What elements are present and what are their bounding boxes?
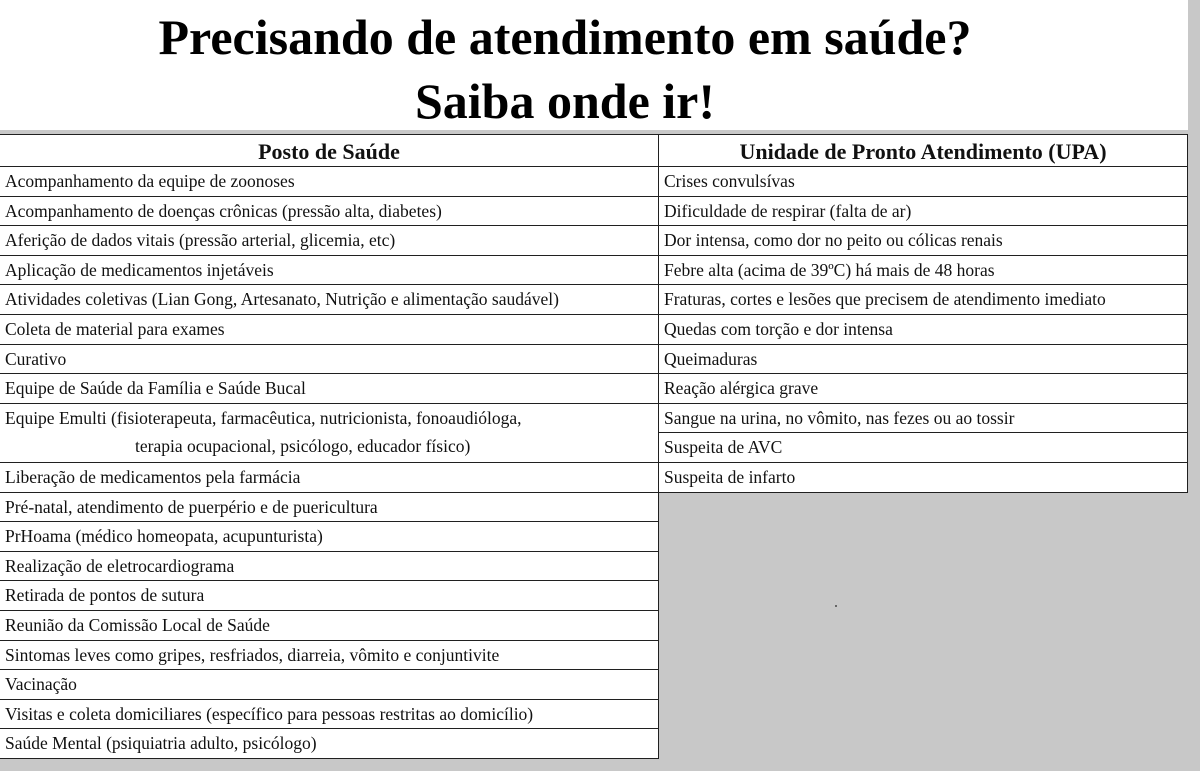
title-line-1: Precisando de atendimento em saúde? bbox=[158, 9, 972, 65]
page-edge bbox=[1188, 0, 1200, 771]
upa-item: Quedas com torção e dor intensa bbox=[659, 315, 1188, 345]
posto-item: Saúde Mental (psiquiatria adulto, psicólogo) bbox=[0, 729, 659, 759]
posto-item: Pré-natal, atendimento de puerpério e de puericultura bbox=[0, 493, 659, 523]
posto-item: Aplicação de medicamentos injetáveis bbox=[0, 256, 659, 286]
upa-item: Sangue na urina, no vômito, nas fezes ou ao tossir bbox=[659, 404, 1188, 434]
stray-dot bbox=[835, 605, 837, 607]
upa-item: Dor intensa, como dor no peito ou cólicas renais bbox=[659, 226, 1188, 256]
posto-item: Acompanhamento de doenças crônicas (pressão alta, diabetes) bbox=[0, 197, 659, 227]
upa-column bbox=[659, 134, 1188, 493]
upa-item: Crises convulsívas bbox=[659, 167, 1188, 197]
posto-item: Sintomas leves como gripes, resfriados, diarreia, vômito e conjuntivite bbox=[0, 641, 659, 671]
posto-item: Aferição de dados vitais (pressão arterial, glicemia, etc) bbox=[0, 226, 659, 256]
posto-item: Coleta de material para exames bbox=[0, 315, 659, 345]
posto-item: PrHoama (médico homeopata, acupunturista) bbox=[0, 522, 659, 552]
posto-item: Retirada de pontos de sutura bbox=[0, 581, 659, 611]
upa-header: Unidade de Pronto Atendimento (UPA) bbox=[659, 134, 1188, 167]
upa-item: Dificuldade de respirar (falta de ar) bbox=[659, 197, 1188, 227]
upa-item: Queimaduras bbox=[659, 345, 1188, 375]
emulti-line-1: Equipe Emulti (fisioterapeuta, farmacêutica, nutricionista, fonoaudióloga, bbox=[5, 407, 522, 428]
posto-item: Equipe de Saúde da Família e Saúde Bucal bbox=[0, 374, 659, 404]
upa-item: Fraturas, cortes e lesões que precisem de atendimento imediato bbox=[659, 285, 1188, 315]
upa-item: Suspeita de AVC bbox=[659, 433, 1188, 463]
posto-header: Posto de Saúde bbox=[0, 134, 659, 167]
upa-item: Febre alta (acima de 39ºC) há mais de 48 horas bbox=[659, 256, 1188, 286]
posto-item: Liberação de medicamentos pela farmácia bbox=[0, 463, 659, 493]
upa-item: Suspeita de infarto bbox=[659, 463, 1188, 493]
posto-item: Vacinação bbox=[0, 670, 659, 700]
upa-item: Reação alérgica grave bbox=[659, 374, 1188, 404]
emulti-line-2: terapia ocupacional, psicólogo, educador físico) bbox=[135, 436, 471, 457]
posto-item: Visitas e coleta domiciliares (específico para pessoas restritas ao domicílio) bbox=[0, 700, 659, 730]
posto-item: Realização de eletrocardiograma bbox=[0, 552, 659, 582]
posto-item: Reunião da Comissão Local de Saúde bbox=[0, 611, 659, 641]
posto-item: Atividades coletivas (Lian Gong, Artesanato, Nutrição e alimentação saudável) bbox=[0, 285, 659, 315]
posto-de-saude-column bbox=[0, 134, 659, 759]
title-line-2: Saiba onde ir! bbox=[414, 73, 716, 129]
posto-item-emulti bbox=[0, 404, 659, 463]
posto-item: Acompanhamento da equipe de zoonoses bbox=[0, 167, 659, 197]
posto-item: Curativo bbox=[0, 345, 659, 375]
title-banner bbox=[0, 0, 1189, 130]
